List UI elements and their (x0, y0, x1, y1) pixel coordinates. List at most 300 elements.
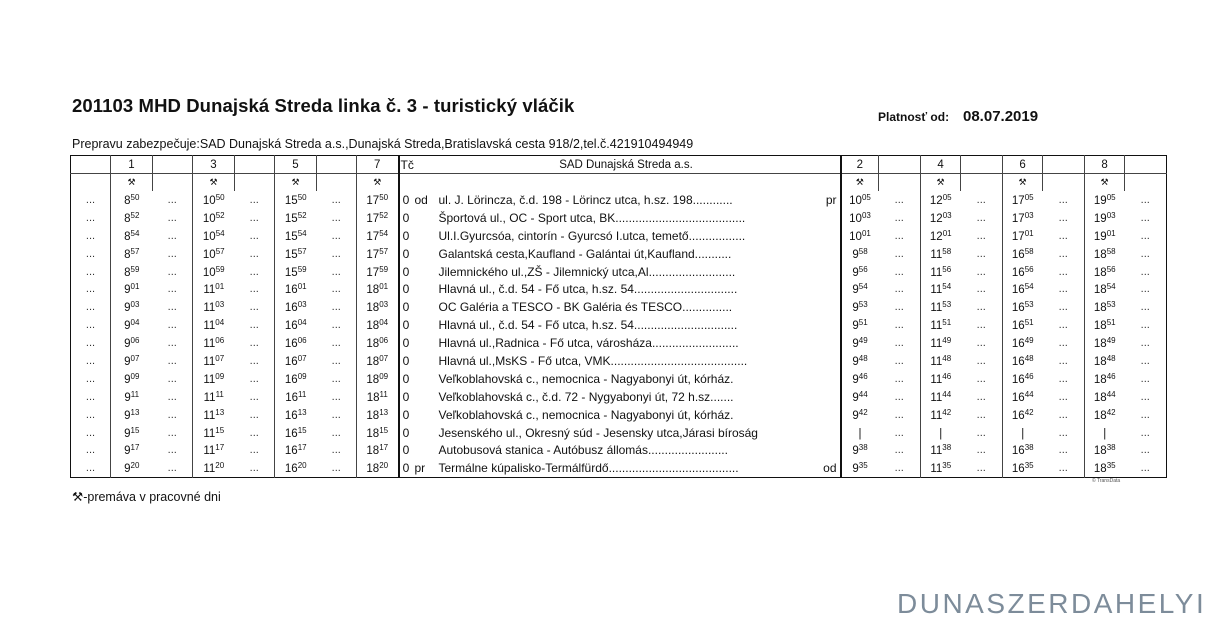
departure-time (841, 459, 879, 477)
no-service-dots: ... (331, 283, 341, 296)
time-hour: 15 (284, 194, 298, 207)
time-hour: 16 (1011, 338, 1025, 351)
no-service-dots: ... (976, 247, 986, 260)
trip-number-row (71, 156, 1167, 174)
no-service-dots: ... (249, 265, 259, 278)
departure-time (357, 263, 399, 281)
no-service-dots: ... (167, 337, 177, 350)
no-service-dots: ... (85, 229, 96, 242)
time-hour: 11 (203, 391, 216, 404)
departure-time (111, 334, 153, 352)
time-hour: 9 (852, 320, 859, 333)
trip-number: 6 (1003, 156, 1043, 174)
time-hour: 10 (202, 212, 216, 225)
no-service-dots: ... (1058, 247, 1068, 260)
departure-time (921, 370, 961, 388)
departure-time (1085, 245, 1125, 263)
no-service-dots: ... (1058, 265, 1068, 278)
departure-time (1003, 280, 1043, 298)
time-hour: 16 (1011, 248, 1025, 261)
departure-time (357, 424, 399, 442)
time-minute: 38 (942, 443, 952, 453)
no-service-dots: ... (1140, 229, 1150, 242)
departure-time (193, 334, 235, 352)
no-service-dots: ... (1140, 408, 1150, 421)
time-hour: 9 (124, 409, 131, 422)
time-minute: 53 (858, 300, 868, 310)
departure-time (1003, 227, 1043, 245)
no-service-dots: ... (85, 337, 96, 350)
departure-time (275, 334, 317, 352)
time-hour: 9 (124, 284, 131, 297)
time-minute: 01 (861, 228, 871, 238)
no-service-dots: ... (1140, 462, 1150, 475)
no-service-dots: ... (1140, 247, 1150, 260)
no-service-dots: ... (1058, 211, 1068, 224)
time-minute: 38 (1024, 443, 1034, 453)
departure-time (841, 245, 879, 263)
time-minute: 49 (942, 336, 952, 346)
time-minute: 05 (861, 192, 871, 202)
time-minute: 58 (858, 246, 868, 256)
time-minute: 04 (130, 318, 140, 328)
time-hour: 16 (1011, 391, 1025, 404)
no-service-dots: ... (1140, 283, 1150, 296)
departure-time (111, 227, 153, 245)
trip-number: 1 (111, 156, 153, 174)
departure-time (1085, 334, 1125, 352)
time-minute: 56 (1106, 264, 1116, 274)
no-service-dots: ... (331, 337, 341, 350)
time-hour: 18 (1093, 373, 1107, 386)
departure-time (841, 280, 879, 298)
time-hour: 15 (284, 266, 298, 279)
stop-row (71, 370, 1167, 388)
no-service-dots: ... (331, 390, 341, 403)
departure-time (1003, 424, 1043, 442)
no-service-dots: ... (167, 354, 177, 367)
time-minute: 57 (130, 246, 140, 256)
no-service-dots: ... (249, 354, 259, 367)
departure-time (1003, 352, 1043, 370)
time-hour: 18 (366, 355, 380, 368)
time-hour: 11 (930, 266, 943, 279)
time-hour: 17 (366, 230, 380, 243)
departure-time (1003, 459, 1043, 477)
departure-time (111, 352, 153, 370)
direction-mark (413, 245, 435, 263)
no-service-dots: ... (976, 265, 986, 278)
no-service-dots: ... (1058, 301, 1068, 314)
no-service-dots: ... (1140, 211, 1150, 224)
stop-name: Veľkoblahovská c., č.d. 72 - Nygyabonyi út, 72 h.sz....... (438, 389, 734, 404)
time-hour: 18 (366, 463, 380, 476)
time-minute: 59 (130, 264, 140, 274)
time-hour: 9 (852, 355, 859, 368)
time-minute: 03 (379, 300, 389, 310)
time-minute: 35 (1024, 461, 1034, 471)
departure-time (1003, 334, 1043, 352)
time-hour: 8 (124, 266, 131, 279)
time-hour: 8 (124, 212, 131, 225)
departure-time (841, 388, 879, 406)
departure-time (841, 370, 879, 388)
time-hour: 18 (1093, 338, 1107, 351)
no-service-dots: ... (976, 444, 986, 457)
no-service-dots: ... (1058, 372, 1068, 385)
no-service-dots: ... (1140, 444, 1150, 457)
time-hour: 9 (124, 320, 131, 333)
departure-time (111, 459, 153, 477)
direction-mark (413, 227, 435, 245)
no-service-dots: ... (894, 319, 904, 332)
time-hour: 18 (1093, 248, 1107, 261)
time-minute: 58 (1024, 246, 1034, 256)
time-minute: 13 (297, 407, 307, 417)
time-minute: 01 (379, 282, 389, 292)
no-service-dots: ... (331, 354, 341, 367)
departure-time (193, 227, 235, 245)
time-minute: 44 (858, 389, 868, 399)
time-minute: 38 (858, 443, 868, 453)
no-service-dots: ... (85, 354, 96, 367)
time-hour: 10 (849, 194, 862, 207)
no-service-dots: ... (1058, 354, 1068, 367)
time-hour: 18 (366, 373, 380, 386)
departure-time (1085, 424, 1125, 442)
no-service-dots: ... (894, 426, 904, 439)
tc-value: 0 (399, 316, 413, 334)
no-service-dots: ... (894, 462, 904, 475)
time-hour: 10 (202, 248, 216, 261)
stop-name: Veľkoblahovská c., nemocnica - Nagyabonyi út, kórház. (438, 407, 734, 422)
time-hour: | (1021, 427, 1025, 440)
stop-name: Jilemnického ul.,ZŠ - Jilemnický utca,Al.......................... (438, 264, 736, 279)
departure-time (111, 280, 153, 298)
time-hour: 16 (1011, 284, 1025, 297)
no-service-dots: ... (1140, 193, 1150, 206)
no-service-dots: ... (1140, 426, 1150, 439)
departure-time (275, 388, 317, 406)
time-minute: 20 (130, 461, 140, 471)
departure-time (921, 424, 961, 442)
no-service-dots: ... (894, 265, 904, 278)
stop-name: Autobusová stanica - Autóbusz állomás........................ (438, 443, 728, 458)
time-hour: 18 (1093, 320, 1107, 333)
time-hour: 16 (284, 427, 298, 440)
time-minute: 53 (942, 300, 952, 310)
time-hour: 17 (366, 248, 380, 261)
time-hour: 11 (930, 373, 943, 386)
time-minute: 20 (297, 461, 307, 471)
stop-row (71, 209, 1167, 227)
departure-time (1085, 388, 1125, 406)
no-service-dots: ... (167, 426, 177, 439)
no-service-dots: ... (1058, 229, 1068, 242)
no-service-dots: ... (1058, 408, 1068, 421)
departure-time (921, 209, 961, 227)
departure-time (841, 316, 879, 334)
departure-time (111, 424, 153, 442)
departure-time (1085, 406, 1125, 424)
no-service-dots: ... (894, 444, 904, 457)
time-hour: 11 (203, 284, 216, 297)
no-service-dots: ... (167, 301, 177, 314)
time-hour: | (1103, 427, 1107, 440)
time-minute: 04 (297, 318, 307, 328)
departure-time (193, 406, 235, 424)
departure-time (921, 388, 961, 406)
time-hour: 11 (203, 463, 216, 476)
time-minute: 11 (130, 389, 140, 399)
time-minute: 15 (297, 425, 307, 435)
time-hour: 15 (284, 212, 298, 225)
time-minute: 54 (130, 228, 140, 238)
time-minute: 42 (1024, 407, 1034, 417)
no-service-dots: ... (894, 247, 904, 260)
trip-number: 7 (357, 156, 399, 174)
time-hour: 11 (930, 445, 943, 458)
direction-mark (823, 388, 841, 406)
time-hour: 18 (1093, 391, 1107, 404)
time-minute: 50 (215, 192, 225, 202)
no-service-dots: ... (85, 426, 96, 439)
no-service-dots: ... (167, 408, 177, 421)
no-service-dots: ... (85, 319, 96, 332)
direction-mark (413, 263, 435, 281)
timetable-title: 201103 MHD Dunajská Streda linka č. 3 - turistický vláčik (72, 95, 575, 116)
time-minute: 03 (130, 300, 140, 310)
time-minute: 53 (1024, 300, 1034, 310)
trip-number: 2 (841, 156, 879, 174)
time-minute: 05 (1024, 192, 1034, 202)
time-minute: 07 (379, 353, 389, 363)
departure-time (357, 316, 399, 334)
time-minute: 05 (1106, 192, 1116, 202)
no-service-dots: ... (167, 211, 177, 224)
no-service-dots: ... (331, 211, 341, 224)
no-service-dots: ... (167, 283, 177, 296)
departure-time (841, 441, 879, 459)
time-minute: 09 (215, 371, 225, 381)
departure-time (1085, 352, 1125, 370)
time-minute: 46 (942, 371, 952, 381)
departure-time (357, 388, 399, 406)
tc-value: 0 (399, 263, 413, 281)
stop-name: Veľkoblahovská c., nemocnica - Nagyabonyi út, kórház. (438, 371, 734, 386)
validity-date: 08.07.2019 (963, 108, 1039, 125)
no-service-dots: ... (331, 301, 341, 314)
time-minute: 38 (1106, 443, 1116, 453)
departure-time (1003, 191, 1043, 209)
time-minute: 46 (1024, 371, 1034, 381)
direction-mark (823, 298, 841, 316)
time-minute: 58 (1106, 246, 1116, 256)
stop-name: Termálne kúpalisko-Termálfürdő....................................... (438, 461, 739, 476)
time-minute: 06 (130, 336, 140, 346)
no-service-dots: ... (976, 426, 986, 439)
no-service-dots: ... (167, 319, 177, 332)
time-minute: 52 (297, 210, 307, 220)
time-hour: 17 (1011, 230, 1025, 243)
time-hour: 16 (1011, 320, 1025, 333)
time-hour: 12 (929, 194, 943, 207)
no-service-dots: ... (894, 354, 904, 367)
time-hour: 8 (124, 194, 131, 207)
departure-time (275, 424, 317, 442)
direction-mark (823, 316, 841, 334)
tc-value: 0 (399, 441, 413, 459)
no-service-dots: ... (331, 229, 341, 242)
stop-row (71, 227, 1167, 245)
time-hour: 8 (124, 248, 131, 261)
time-minute: 01 (1024, 228, 1034, 238)
no-service-dots: ... (1058, 390, 1068, 403)
workday-symbol: ⚒ (357, 174, 399, 192)
time-hour: 16 (284, 338, 298, 351)
time-hour: 9 (852, 266, 859, 279)
time-hour: 9 (124, 355, 131, 368)
direction-mark (413, 280, 435, 298)
no-service-dots: ... (1058, 193, 1068, 206)
time-minute: 09 (297, 371, 307, 381)
time-hour: 9 (124, 445, 131, 458)
tc-value: 0 (399, 191, 413, 209)
time-minute: 01 (215, 282, 225, 292)
no-service-dots: ... (249, 283, 259, 296)
time-minute: 35 (942, 461, 952, 471)
departure-time (921, 298, 961, 316)
no-service-dots: ... (85, 283, 96, 296)
time-hour: 16 (1011, 409, 1025, 422)
no-service-dots: ... (976, 211, 986, 224)
time-minute: 17 (297, 443, 307, 453)
departure-time (193, 263, 235, 281)
symbol-row (71, 174, 1167, 192)
no-service-dots: ... (894, 283, 904, 296)
no-service-dots: ... (976, 390, 986, 403)
time-minute: 57 (215, 246, 225, 256)
no-service-dots: ... (249, 301, 259, 314)
stop-name: Hlavná ul.,MsKS - Fő utca, VMK......................................... (438, 353, 748, 368)
site-logo: DUNASZERDAHELYI (897, 588, 1206, 619)
no-service-dots: ... (331, 372, 341, 385)
departure-time (275, 352, 317, 370)
departure-time (111, 245, 153, 263)
time-hour: 15 (284, 248, 298, 261)
no-service-dots: ... (249, 372, 259, 385)
departure-time (275, 191, 317, 209)
time-minute: 56 (1024, 264, 1034, 274)
departure-time (111, 263, 153, 281)
time-hour: 10 (202, 230, 216, 243)
no-service-dots: ... (894, 337, 904, 350)
no-service-dots: ... (85, 408, 96, 421)
departure-time (357, 245, 399, 263)
no-service-dots: ... (1140, 337, 1150, 350)
stop-row (71, 316, 1167, 334)
stop-row (71, 191, 1167, 209)
departure-time (193, 298, 235, 316)
time-minute: 35 (1106, 461, 1116, 471)
no-service-dots: ... (167, 247, 177, 260)
time-hour: | (858, 427, 862, 440)
time-minute: 51 (1106, 318, 1116, 328)
no-service-dots: ... (331, 408, 341, 421)
stop-name: Jesenského ul., Okresný súd - Jesensky utca,Járasi bíroság (438, 425, 758, 440)
departure-time (841, 227, 879, 245)
time-minute: 51 (942, 318, 952, 328)
time-minute: 44 (942, 389, 952, 399)
time-minute: 03 (1106, 210, 1116, 220)
time-hour: 16 (1011, 463, 1025, 476)
timetable-table (70, 155, 1167, 478)
no-service-dots: ... (331, 462, 341, 475)
time-hour: 19 (1093, 194, 1107, 207)
no-service-dots: ... (85, 372, 96, 385)
credit-mark: © TransData (1092, 478, 1121, 484)
no-service-dots: ... (249, 247, 259, 260)
time-hour: 9 (124, 463, 131, 476)
workday-symbol: ⚒ (275, 174, 317, 192)
time-hour: 16 (284, 463, 298, 476)
direction-mark (823, 209, 841, 227)
no-service-dots: ... (167, 372, 177, 385)
time-hour: 11 (203, 427, 216, 440)
stop-row (71, 388, 1167, 406)
time-hour: 16 (1011, 355, 1025, 368)
departure-time (275, 406, 317, 424)
departure-time (111, 209, 153, 227)
time-minute: 52 (215, 210, 225, 220)
time-minute: 44 (1024, 389, 1034, 399)
tc-value: 0 (399, 459, 413, 477)
tc-value: 0 (399, 280, 413, 298)
time-hour: 19 (1093, 230, 1107, 243)
trip-number: 8 (1085, 156, 1125, 174)
departure-time (841, 209, 879, 227)
departure-time (193, 191, 235, 209)
time-hour: 18 (1093, 355, 1107, 368)
departure-time (1085, 280, 1125, 298)
no-service-dots: ... (894, 211, 904, 224)
time-hour: 9 (852, 445, 859, 458)
workday-symbol: ⚒ (841, 174, 879, 192)
time-minute: 15 (215, 425, 225, 435)
time-minute: 01 (1106, 228, 1116, 238)
no-service-dots: ... (1058, 444, 1068, 457)
no-service-dots: ... (1140, 265, 1150, 278)
time-minute: 48 (1024, 353, 1034, 363)
no-service-dots: ... (249, 211, 259, 224)
departure-time (111, 191, 153, 209)
time-hour: 9 (124, 373, 131, 386)
no-service-dots: ... (1058, 337, 1068, 350)
stop-row (71, 280, 1167, 298)
no-service-dots: ... (331, 426, 341, 439)
time-hour: 18 (1093, 302, 1107, 315)
time-hour: 9 (852, 391, 859, 404)
time-hour: 16 (284, 320, 298, 333)
time-minute: 01 (297, 282, 307, 292)
departure-time (275, 298, 317, 316)
time-hour: 18 (1093, 463, 1107, 476)
time-minute: 13 (130, 407, 140, 417)
no-service-dots: ... (976, 301, 986, 314)
no-service-dots: ... (976, 337, 986, 350)
departure-time (111, 406, 153, 424)
time-minute: 17 (379, 443, 389, 453)
